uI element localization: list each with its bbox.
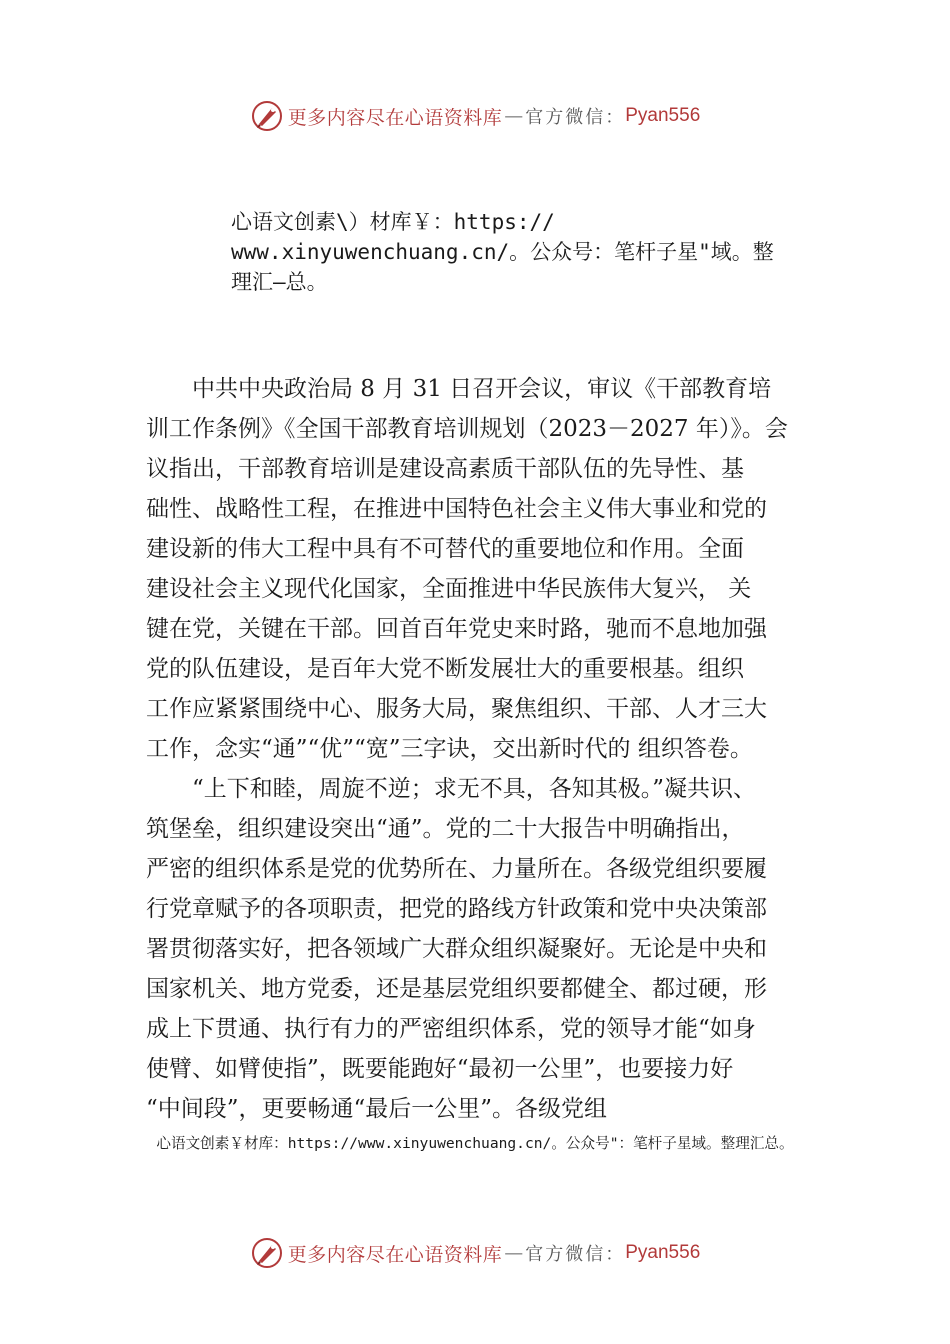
banner-title: 更多内容尽在心语资料库 — [287, 106, 503, 129]
banner-wechat-label: 官方微信： — [525, 107, 626, 128]
body-line: 础性、战略性工程，在推进中国特色社会主义伟大事业和党的 — [146, 496, 767, 522]
pen-nib-logo-icon — [250, 99, 284, 133]
banner-wechat-label: 官方微信： — [525, 1244, 626, 1265]
body-line: “中间段”，更要畅通“最后一公里”。各级党组 — [146, 1096, 608, 1122]
body-line: 工作应紧紧围绕中心、服务大局，聚焦组织、干部、人才三大 — [146, 696, 767, 722]
body-line: 署贯彻落实好，把各领域广大群众组织凝聚好。无论是中央和 — [146, 936, 767, 962]
body-line: “上下和睦，周旋不逆；求无不具，各知其极。”凝共识、 — [146, 776, 757, 802]
body-line: 中共中央政治局 8 月 31 日召开会议，审议《干部教育培 — [146, 376, 772, 402]
pen-nib-logo-icon — [250, 1236, 284, 1270]
banner-wechat-id: Pyan556 — [625, 1242, 701, 1263]
banner-wechat-id: Pyan556 — [625, 105, 701, 126]
banner-dash: — — [504, 1242, 524, 1264]
body-line: 使臂、如臂使指”，既要能跑好“最初一公里”，也要接力好 — [146, 1056, 734, 1082]
body-line: 键在党，关键在干部。回首百年党史来时路，驰而不息地加强 — [146, 616, 767, 642]
body-line: 训工作条例》《全国干部教育培训规划（2023－2027 年）》。会 — [146, 416, 788, 442]
body-line: 严密的组织体系是党的优势所在、力量所在。各级党组织要履 — [146, 856, 767, 882]
article-body — [146, 369, 841, 1129]
source-note — [231, 207, 841, 297]
banner-dash: — — [504, 105, 524, 127]
body-line: 成上下贯通、执行有力的严密组织体系，党的领导才能“如身 — [146, 1016, 756, 1042]
body-line: 国家机关、地方党委，还是基层党组织要都健全、都过硬，形 — [146, 976, 767, 1002]
body-line: 工作，念实“通”“优”“宽”三字诀，交出新时代的 组织答卷。 — [146, 736, 753, 762]
body-line: 建设新的伟大工程中具有不可替代的重要地位和作用。全面 — [146, 536, 744, 562]
footer-banner — [0, 1233, 950, 1273]
header-banner — [0, 96, 950, 136]
footer-source-note: 心语文创素￥材库：https://www.xinyuwenchuang.cn/。公众号"：笔杆子星域。整理汇总。 — [156, 1135, 794, 1152]
source-note-line: www.xinyuwenchuang.cn/。公众号：笔杆子星"域。整 — [231, 240, 774, 264]
body-line: 行党章赋予的各项职责，把党的路线方针政策和党中央决策部 — [146, 896, 767, 922]
body-line: 议指出，干部教育培训是建设高素质干部队伍的先导性、基 — [146, 456, 744, 482]
source-note-line: 理汇—总。 — [231, 270, 328, 294]
body-line: 党的队伍建设，是百年大党不断发展壮大的重要根基。组织 — [146, 656, 744, 682]
body-line: 筑堡垒，组织建设突出“通”。党的二十大报告中明确指出， — [146, 816, 745, 842]
source-note-line: 心语文创素\）材库￥：https:// — [231, 210, 555, 234]
body-line: 建设社会主义现代化国家，全面推进中华民族伟大复兴， 关 — [146, 576, 752, 602]
banner-title: 更多内容尽在心语资料库 — [287, 1243, 503, 1266]
